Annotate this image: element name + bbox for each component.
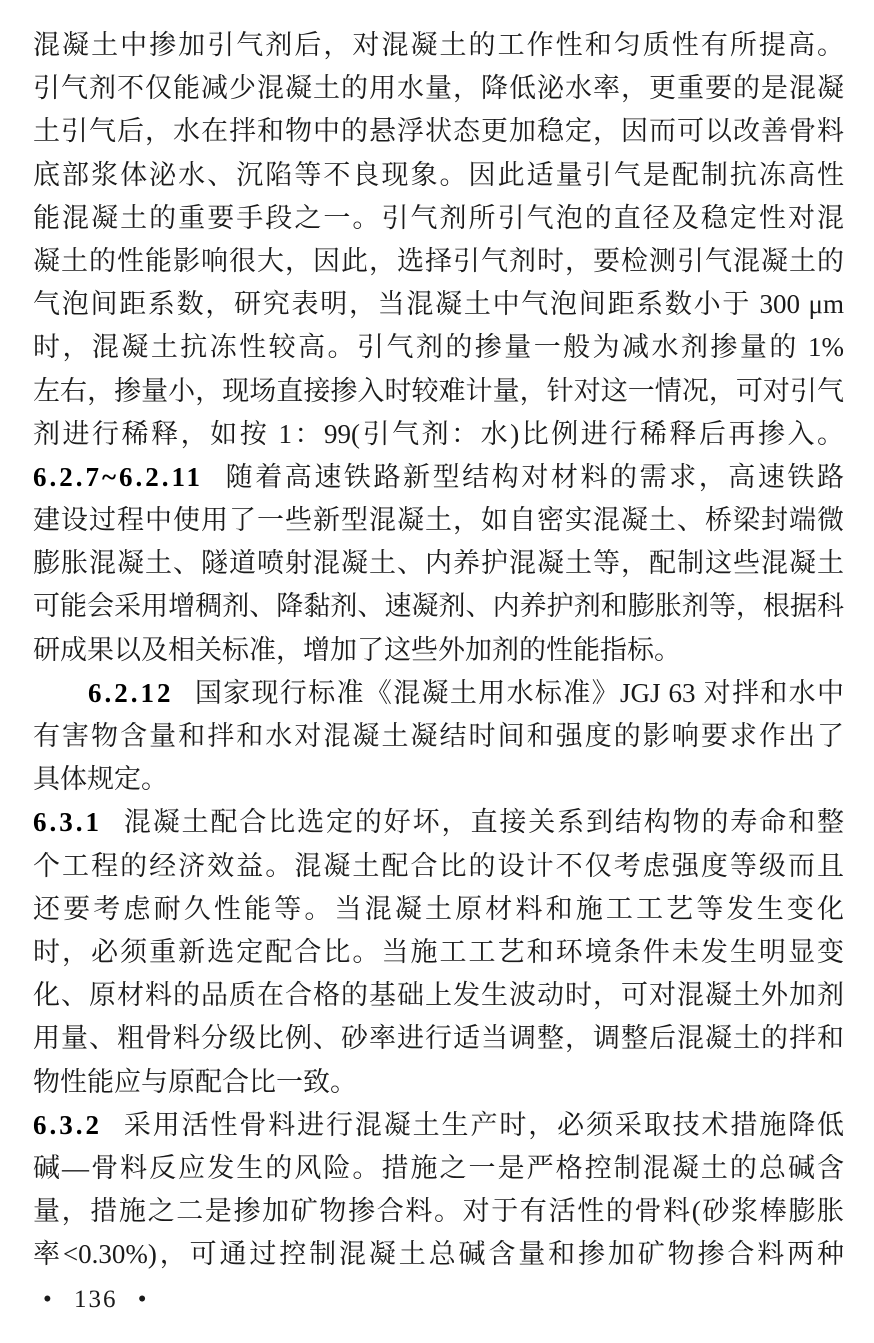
text-line: 建设过程中使用了一些新型混凝土，如自密实混凝土、桥梁封端微 [33,505,844,536]
text-line: 具体规定。 [33,764,168,795]
text-line: 6.2.12 国家现行标准《混凝土用水标准》JGJ 63 对拌和水中 [88,677,844,708]
text-line: 能混凝土的重要手段之一。引气剂所引气泡的直径及稳定性对混 [33,202,844,233]
text-line: 还要考虑耐久性能等。当混凝土原材料和施工工艺等发生变化 [33,893,844,924]
text-line: 引气剂不仅能减少混凝土的用水量，降低泌水率，更重要的是混凝 [33,73,844,104]
section-number: 6.3.2 [33,1109,102,1140]
text-line: 底部浆体泌水、沉陷等不良现象。因此适量引气是配制抗冻高性 [33,159,844,190]
section-number: 6.3.1 [33,807,102,838]
text-line: 化、原材料的品质在合格的基础上发生波动时，可对混凝土外加剂 [33,980,844,1011]
section-number: 6.2.12 [88,677,174,708]
text-line: 凝土的性能影响很大，因此，选择引气剂时，要检测引气混凝土的 [33,245,844,276]
text-line: 6.2.7~6.2.11 随着高速铁路新型结构对材料的需求，高速铁路 [33,461,844,492]
text-line: 气泡间距系数，研究表明，当混凝土中气泡间距系数小于 300 μm [33,289,844,320]
page-number: • 136 • [43,1286,149,1314]
text-line: 膨胀混凝土、隧道喷射混凝土、内养护混凝土等，配制这些混凝土 [33,548,844,579]
text-line: 物性能应与原配合比一致。 [33,1066,357,1097]
text-line: 混凝土中掺加引气剂后，对混凝土的工作性和匀质性有所提高。 [33,30,844,60]
text-line: 左右，掺量小，现场直接掺入时较难计量，针对这一情况，可对引气 [33,375,844,406]
text-line: 研成果以及相关标准，增加了这些外加剂的性能指标。 [33,634,681,665]
text-line: 剂进行稀释，如按 1：99(引气剂：水)比例进行稀释后再掺入。 [33,418,844,449]
text-line: 土引气后，水在拌和物中的悬浮状态更加稳定，因而可以改善骨料 [33,116,844,147]
text-line: 6.3.1 混凝土配合比选定的好坏，直接关系到结构物的寿命和整 [33,807,844,838]
text-line: 时，必须重新选定配合比。当施工工艺和环境条件未发生明显变 [33,936,844,967]
text-line: 量，措施之二是掺加矿物掺合料。对于有活性的骨料(砂浆棒膨胀 [33,1196,844,1227]
text-line: 6.3.2 采用活性骨料进行混凝土生产时，必须采取技术措施降低 [33,1109,844,1140]
text-line: 率<0.30%)，可通过控制混凝土总碱含量和掺加矿物掺合料两种 [33,1239,844,1270]
text-line: 碱—骨料反应发生的风险。措施之一是严格控制混凝土的总碱含 [33,1152,844,1183]
text-line: 用量、粗骨料分级比例、砂率进行适当调整，调整后混凝土的拌和 [33,1023,844,1054]
text-line: 可能会采用增稠剂、降黏剂、速凝剂、内养护剂和膨胀剂等，根据科 [33,591,844,622]
body-text [33,24,844,1276]
text-line: 个工程的经济效益。混凝土配合比的设计不仅考虑强度等级而且 [33,850,844,881]
section-number: 6.2.7~6.2.11 [33,461,204,492]
text-line: 有害物含量和拌和水对混凝土凝结时间和强度的影响要求作出了 [33,721,844,751]
text-line: 时，混凝土抗冻性较高。引气剂的掺量一般为减水剂掺量的 1% [33,332,844,363]
